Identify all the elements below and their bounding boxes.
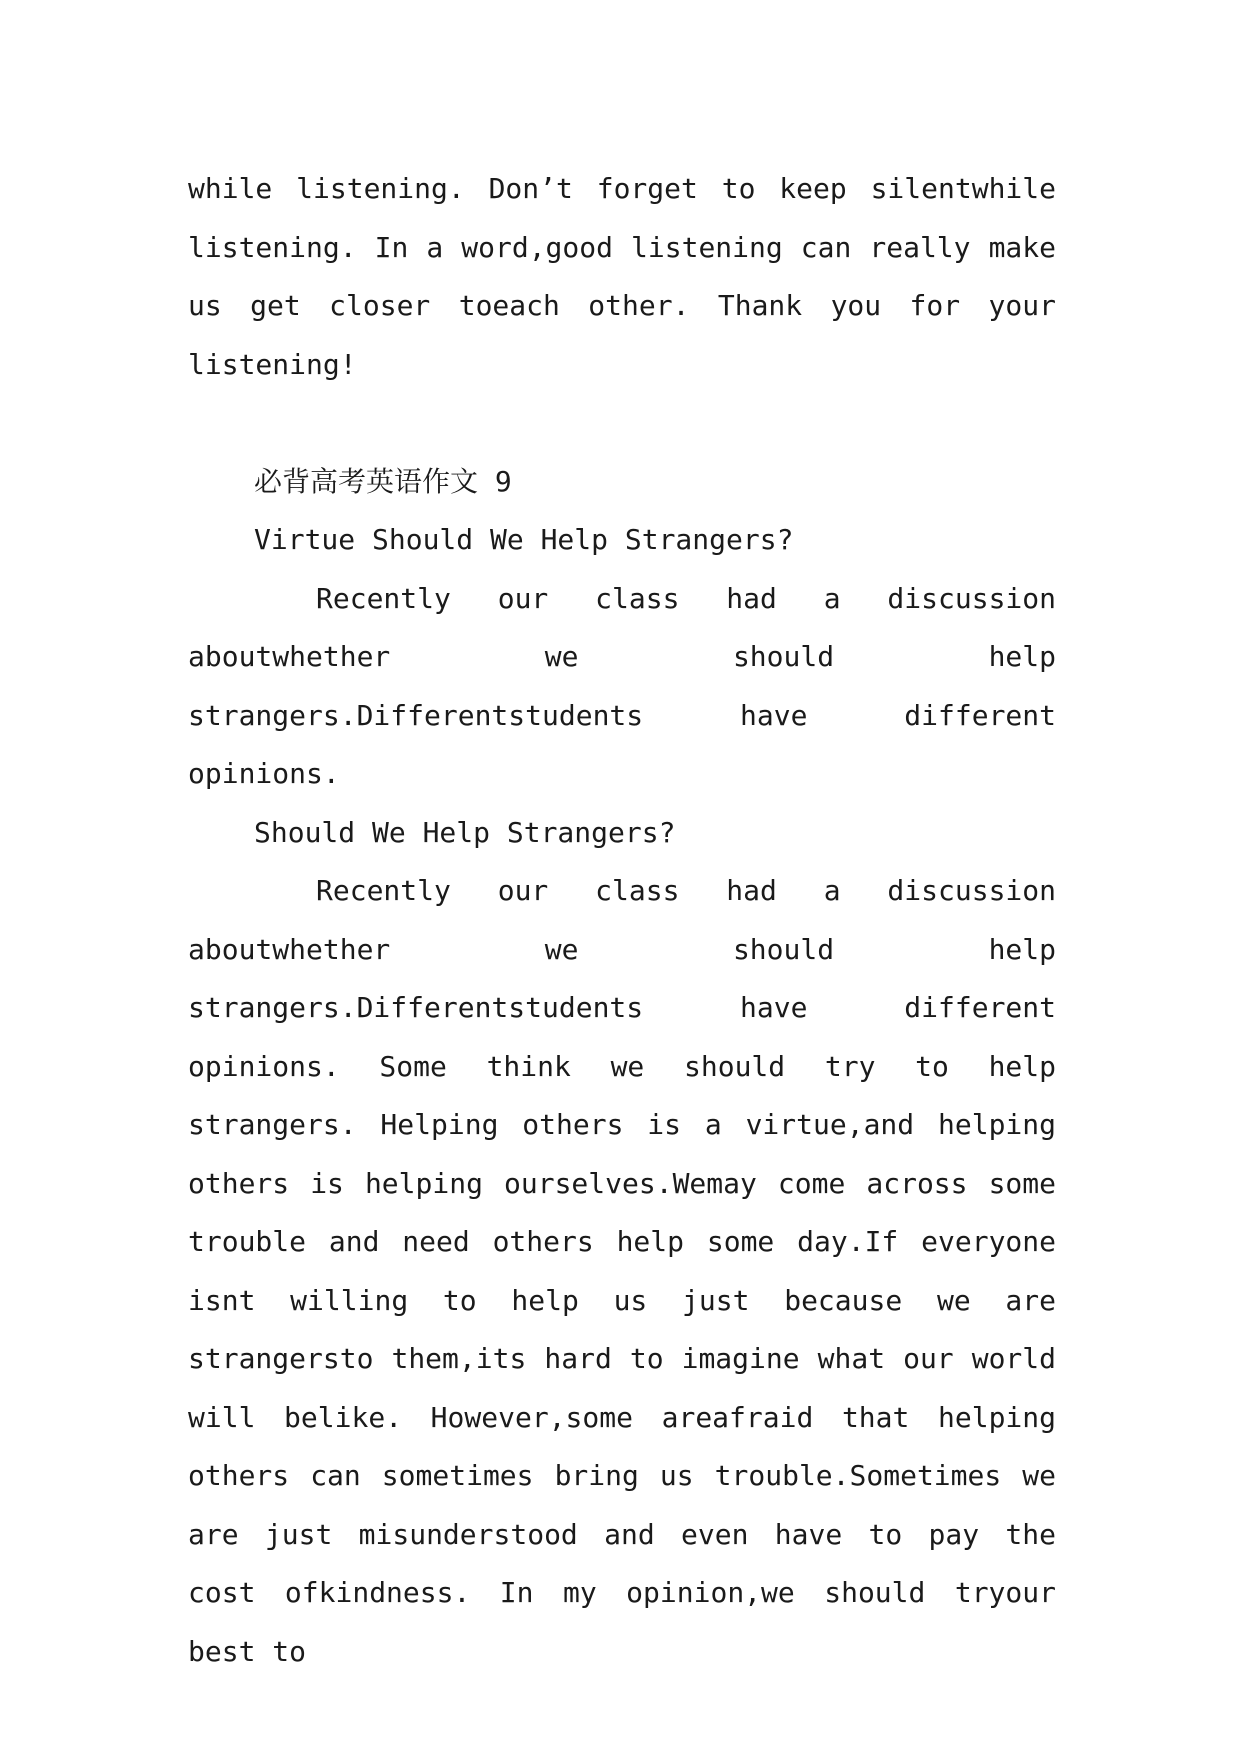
essay-title: Virtue Should We Help Strangers? (254, 523, 794, 556)
essay-body-paragraph: Recently our class had a discussion aboutwhether we should help strangers.Differentstudents have different opinions. Some think we should try to help strangers. Helping others is a virtue,and helping others is helping ourselves.Wemay come across some trouble and need others help some day.If everyone isnt willing to help us just because we are strangersto them,its hard to imagine what our world will belike. However,some areafraid that helping others can sometimes bring us trouble.Sometimes we are just misunderstood and even have to pay the cost ofkindness. In my opinion,we should tryour best to (188, 874, 1056, 1668)
paragraph-gap (188, 394, 1056, 453)
continuation-paragraph: while listening. Don’t forget to keep silentwhile listening. In a word,good listening can really make us get closer toeach other. Thank you for your listening! (188, 172, 1056, 381)
essay-title: Should We Help Strangers? (254, 815, 676, 849)
document-body (188, 160, 1056, 1681)
section-heading: 必背高考英语作文 9 (254, 464, 512, 498)
essay-intro-paragraph: Recently our class had a discussion aboutwhether we should help strangers.Differentstudents have different opinions. (188, 581, 1056, 790)
